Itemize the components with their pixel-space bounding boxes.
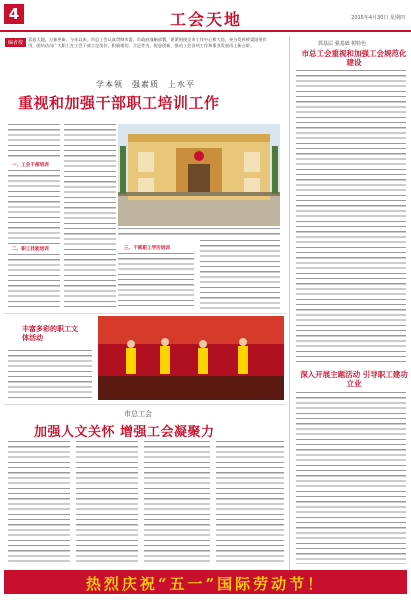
bottom-headline: 加强人文关怀 增强工会凝聚力 (34, 425, 215, 440)
main-body-col2 (64, 124, 116, 310)
right-headline-2: 深入开展主题活动 引导职工建功立业 (300, 370, 408, 388)
editor-note-text: 喜迎大地，万象更新。今年以来，市总工会认真贯彻市委、市政府战略部署，紧紧围绕全市工作中心和大局，充分发挥桥梁纽带作用，团结动员广大职工在工会干部立足岗位、积极建功。立足作为，锐意创新，推动工会各项工作和事业发展再上新台阶。 (28, 37, 267, 48)
performance-image (98, 316, 284, 400)
small-article-headline: 丰富多彩的职工文体活动 (22, 324, 78, 342)
photo-caption-text (118, 228, 280, 238)
divider-rule-1 (4, 313, 286, 314)
right-headline: 市总工会重视和加强工会规范化建设 (301, 49, 407, 67)
main-subhead-1: 一、工会干部培训 (12, 163, 49, 168)
main-body-col1b (8, 170, 60, 244)
editor-note-tag: 编者按 (5, 38, 26, 47)
right-body (296, 70, 406, 362)
performance-photo (98, 316, 284, 400)
banner-text: 热烈庆祝“五一”国际劳动节！ (85, 575, 326, 593)
building-image (118, 124, 280, 226)
holiday-banner (4, 570, 407, 594)
main-headline: 重视和加强干部职工培训工作 (18, 94, 220, 112)
bottom-body-col2 (76, 441, 138, 565)
column-divider (289, 36, 290, 592)
right-body-2 (296, 392, 406, 564)
bottom-body-col3 (144, 441, 210, 565)
page-header (0, 0, 411, 32)
bottom-body-col1 (8, 441, 70, 565)
bottom-body-col4 (216, 441, 284, 565)
main-body-col3a (118, 253, 194, 309)
main-subhead-3: 三、干部职工学历培训 (124, 246, 170, 251)
page-date: 2015年4月30日 星期四 (351, 15, 405, 21)
divider-rule-2 (4, 404, 286, 405)
main-subhead-2: 二、职工技能培训 (12, 247, 49, 252)
small-article-body (8, 350, 92, 400)
bottom-kicker: 市总工会 (124, 410, 152, 418)
page-number: 4 (4, 4, 24, 24)
right-kicker: 抓基层 强基础 树特色 (318, 41, 367, 47)
main-kicker: 学本领 强素质 上水平 (96, 80, 195, 89)
main-body-col1c (8, 254, 60, 310)
page-name: 工会天地 (170, 10, 243, 29)
main-body-col3b (200, 240, 280, 310)
building-photo (118, 124, 280, 226)
main-body-col1a (8, 124, 60, 160)
